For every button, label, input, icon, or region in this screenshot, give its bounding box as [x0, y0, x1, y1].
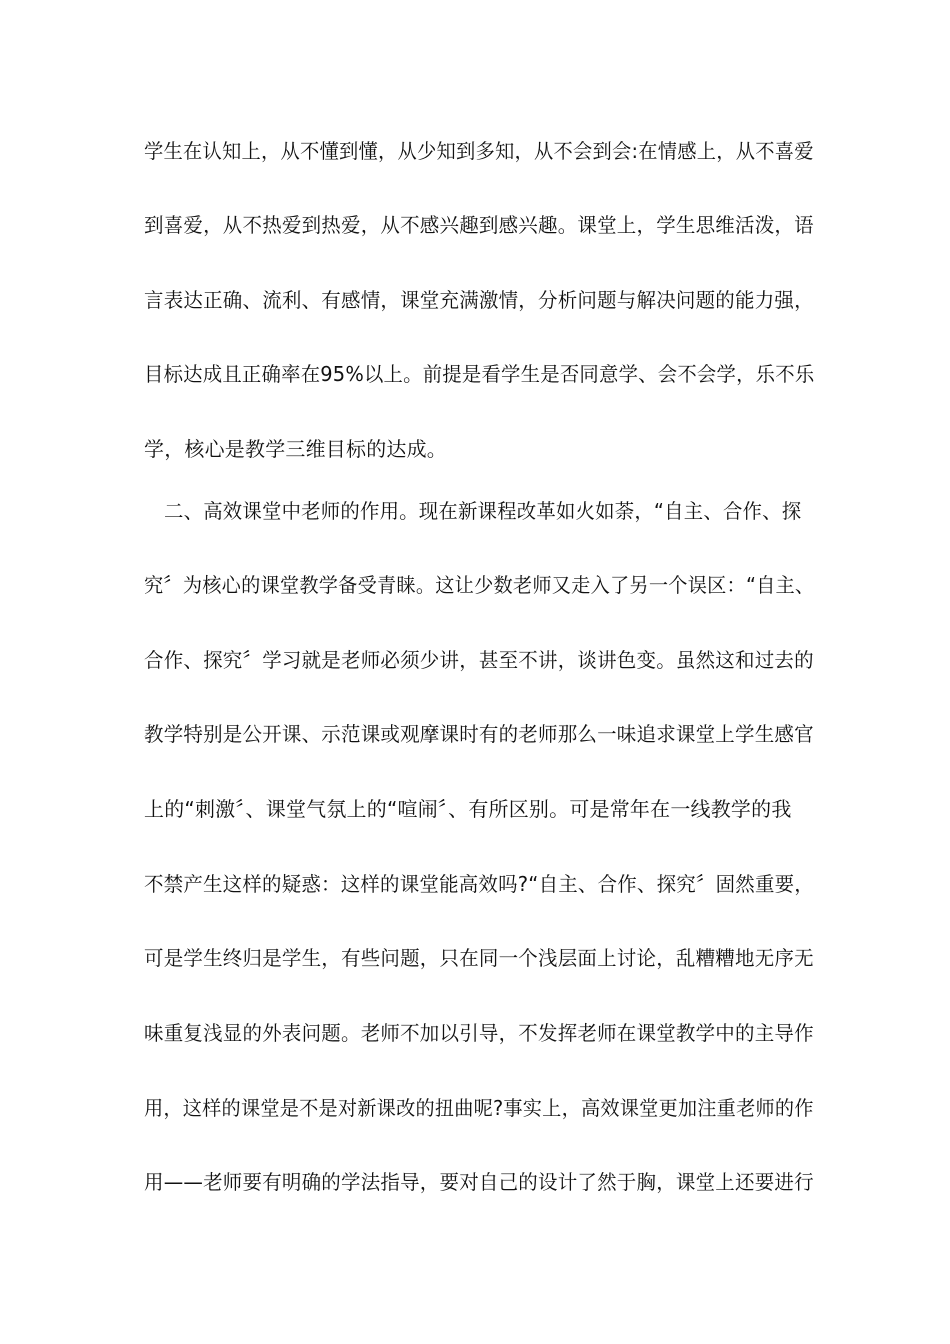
- text-line: 可是学生终归是学生，有些问题，只在同一个浅层面上讨论，乱糟糟地无序无: [144, 946, 814, 970]
- text-line: 言表达正确、流利、有感情，课堂充满激情，分析问题与解决问题的能力强，: [144, 288, 814, 312]
- text-line: 不禁产生这样的疑惑：这样的课堂能高效吗?“自主、合作、探究〞固然重要，: [144, 872, 814, 896]
- text-line: 味重复浅显的外表问题。老师不加以引导，不发挥老师在课堂教学中的主导作: [144, 1021, 814, 1045]
- text-line: 教学特别是公开课、示范课或观摩课时有的老师那么一味追求课堂上学生感官: [144, 722, 814, 746]
- text-line: 合作、探究〞学习就是老师必须少讲，甚至不讲，谈讲色变。虽然这和过去的: [144, 648, 814, 672]
- text-line: 究〞为核心的课堂教学备受青睐。这让少数老师又走入了另一个误区：“自主、: [144, 573, 815, 597]
- text-line: 到喜爱，从不热爱到热爱，从不感兴趣到感兴趣。课堂上，学生思维活泼，语: [144, 213, 814, 237]
- paragraph-start-line: 二、高效课堂中老师的作用。现在新课程改革如火如荼，“自主、合作、探: [164, 499, 802, 523]
- text-line: 学生在认知上，从不懂到懂，从少知到多知，从不会到会:在情感上，从不喜爱: [144, 139, 814, 163]
- text-line: 上的“刺激〞、课堂气氛上的“喧闹〞、有所区别。可是常年在一线教学的我: [144, 797, 792, 821]
- text-line: 用——老师要有明确的学法指导，要对自己的设计了然于胸，课堂上还要进行: [144, 1170, 814, 1194]
- text-line: 目标达成且正确率在95%以上。前提是看学生是否同意学、会不会学，乐不乐: [144, 362, 815, 386]
- text-line: 用，这样的课堂是不是对新课改的扭曲呢?事实上，高效课堂更加注重老师的作: [144, 1096, 814, 1120]
- text-line: 学，核心是教学三维目标的达成。: [144, 437, 447, 461]
